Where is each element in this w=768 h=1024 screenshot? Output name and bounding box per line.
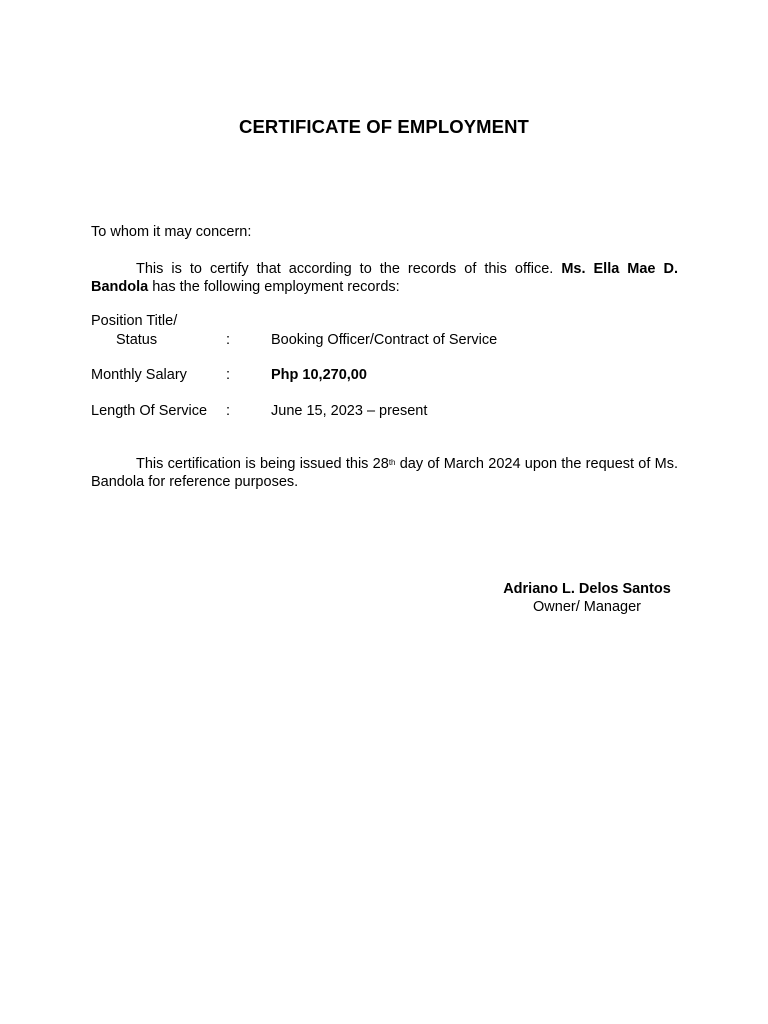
position-separator: : xyxy=(226,332,231,348)
salary-label: Monthly Salary xyxy=(91,367,187,383)
record-row-position xyxy=(91,313,678,348)
document-title: CERTIFICATE OF EMPLOYMENT xyxy=(239,116,529,137)
ordinal-suffix: th xyxy=(388,458,396,467)
record-row-salary xyxy=(91,367,678,387)
issuance-text-before: This certification is being issued this 28 xyxy=(136,456,389,472)
service-separator: : xyxy=(226,403,231,419)
salutation: To whom it may concern: xyxy=(91,224,252,240)
intro-paragraph xyxy=(91,260,678,296)
position-label-line2: Status xyxy=(116,332,158,348)
intro-text-before: This is to certify that according to the records of this office. xyxy=(136,261,562,277)
issuance-text-after: day of March 2024 upon the request of Ms. Bandola for reference purposes. xyxy=(91,456,678,490)
service-value: June 15, 2023 – present xyxy=(271,403,428,419)
position-value: Booking Officer/Contract of Service xyxy=(271,332,498,348)
record-row-service xyxy=(91,403,678,423)
salary-value: Php 10,270,00 xyxy=(271,367,367,383)
position-label-line1: Position Title/ xyxy=(91,313,178,329)
salary-separator: : xyxy=(226,367,231,383)
employee-name: Ms. Ella Mae D. Bandola xyxy=(91,261,678,295)
intro-text-after: has the following employment records: xyxy=(148,279,400,295)
signatory-position: Owner/ Manager xyxy=(533,599,641,615)
issuance-paragraph xyxy=(91,455,678,491)
service-label: Length Of Service xyxy=(91,403,208,419)
signatory-name: Adriano L. Delos Santos xyxy=(503,581,671,597)
